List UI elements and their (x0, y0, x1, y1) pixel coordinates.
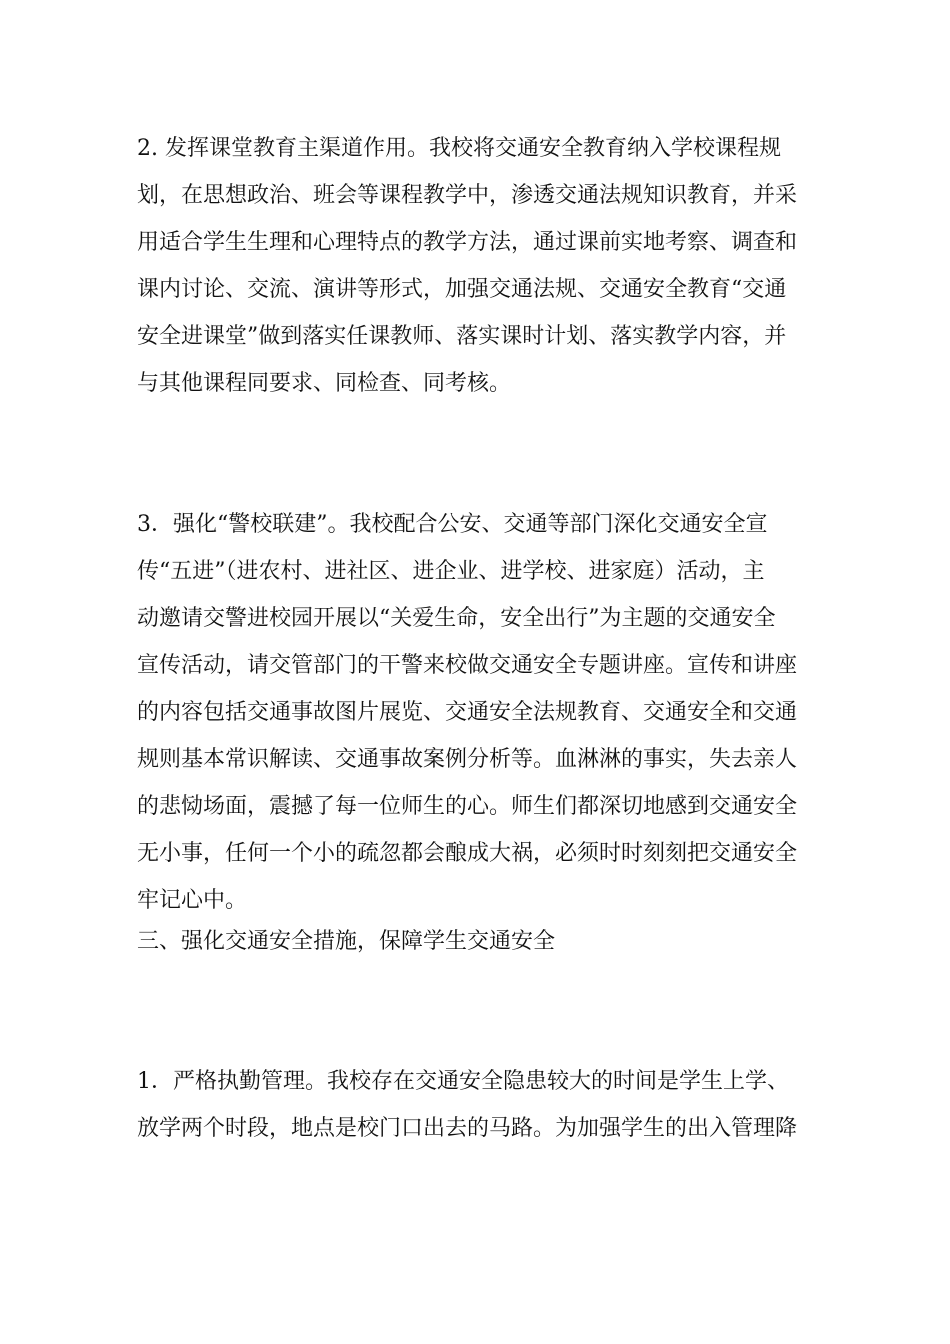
section-paragraph-1-line-1: 1．严格执勤管理。我校存在交通安全隐患较大的时间是学生上学、 (137, 1069, 789, 1094)
paragraph-3-line-5: 的内容包括交通事故图片展览、交通安全法规教育、交通安全和交通 (137, 700, 798, 725)
paragraph-3-line-9: 牢记心中。 (137, 888, 248, 913)
paragraph-2-line-4: 课内讨论、交流、演讲等形式，加强交通法规、交通安全教育“交通 (137, 277, 787, 302)
paragraph-3-line-2: 传“五进”（进农村、进社区、进企业、进学校、进家庭）活动，主 (137, 559, 765, 584)
section-paragraph-1-line-2: 放学两个时段，地点是校门口出去的马路。为加强学生的出入管理降 (137, 1116, 798, 1141)
paragraph-3-line-7: 的悲恸场面，震撼了每一位师生的心。师生们都深切地感到交通安全 (137, 794, 798, 819)
paragraph-3-line-3: 动邀请交警进校园开展以“关爱生命，安全出行”为主题的交通安全 (137, 606, 776, 631)
paragraph-2-line-1: 2. 发挥课堂教育主渠道作用。我校将交通安全教育纳入学校课程规 (137, 136, 781, 161)
paragraph-2-line-2: 划，在思想政治、班会等课程教学中，渗透交通法规知识教育，并采 (137, 183, 798, 208)
section-heading: 三、强化交通安全措施，保障学生交通安全 (137, 929, 556, 954)
paragraph-3-line-1: 3．强化“警校联建”。我校配合公安、交通等部门深化交通安全宣 (137, 512, 768, 537)
paragraph-2-line-3: 用适合学生生理和心理特点的教学方法，通过课前实地考察、调查和 (137, 230, 798, 255)
paragraph-2-line-6: 与其他课程同要求、同检查、同考核。 (137, 371, 512, 396)
paragraph-3-line-6: 规则基本常识解读、交通事故案例分析等。血淋淋的事实，失去亲人 (137, 747, 798, 772)
paragraph-2-line-5: 安全进课堂”做到落实任课教师、落实课时计划、落实教学内容，并 (137, 324, 787, 349)
paragraph-3-line-8: 无小事，任何一个小的疏忽都会酿成大祸，必须时时刻刻把交通安全 (137, 841, 798, 866)
paragraph-3-line-4: 宣传活动，请交管部门的干警来校做交通安全专题讲座。宣传和讲座 (137, 653, 798, 678)
